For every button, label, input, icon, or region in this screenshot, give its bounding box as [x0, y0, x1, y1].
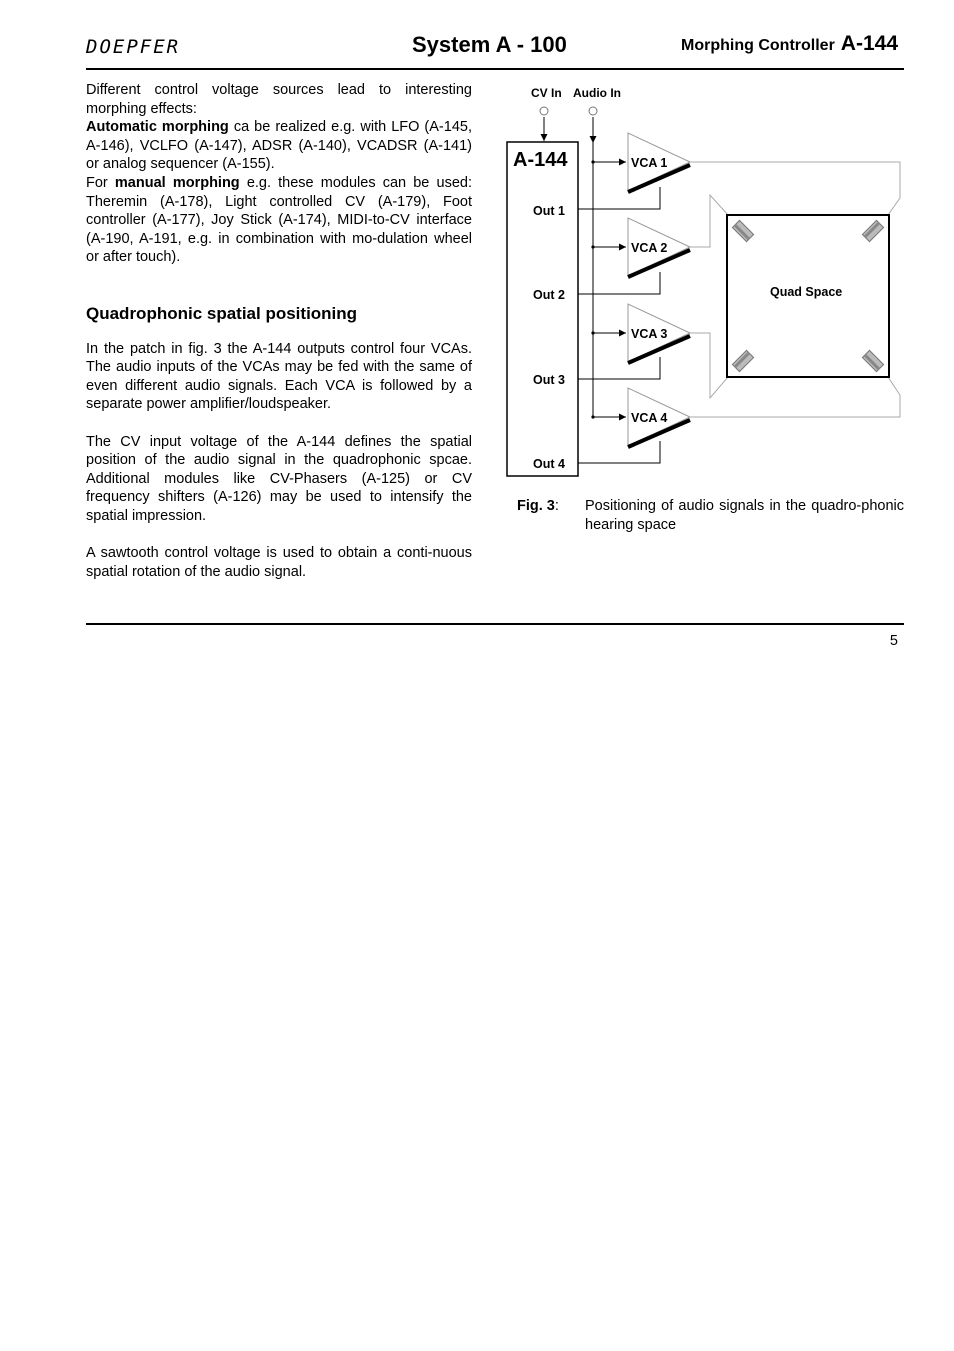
out-1-label: Out 1	[533, 204, 565, 218]
a144-module-box	[507, 142, 578, 476]
page-header	[86, 30, 904, 70]
audio-in-jack	[589, 107, 597, 115]
quad-space-label: Quad Space	[770, 285, 843, 299]
bold-automatic-morphing: Automatic morphing	[86, 119, 229, 136]
system-title: System A - 100	[412, 32, 567, 57]
out-3-label: Out 3	[533, 373, 565, 387]
module-id: A-144	[840, 32, 898, 55]
doepfer-logo: DOEPFER	[86, 36, 181, 58]
out-1-wire	[578, 187, 660, 209]
out-4-wire	[578, 441, 660, 463]
body-text-column	[86, 81, 472, 581]
page-number: 5	[889, 633, 898, 649]
figure-caption-text: Positioning of audio signals in the quadro-phonic hearing space	[585, 498, 904, 533]
footer-divider	[86, 623, 904, 625]
out-3-wire	[578, 357, 660, 379]
paragraph-sawtooth: A sawtooth control voltage is used to obtain a conti-nuous spatial rotation of the audio signal.	[86, 545, 472, 580]
paragraph-intro: Different control voltage sources lead to interesting morphing effects:	[86, 82, 472, 117]
out-2-wire	[578, 272, 660, 294]
paragraph-automatic-morphing: Automatic morphing ca be realized e.g. with LFO (A-145, A-146), VCLFO (A-147), ADSR (A-140), VCADSR (A-141) or analog sequencer (A-155).	[86, 119, 472, 173]
paragraph-manual-morphing: For manual morphing e.g. these modules can be used: Theremin (A-178), Light controlled CV (A-179), Foot controller (A-177), Joy Stick (A-174), MIDI-to-CV interface (A-190, A-191, e.g. in combination with mo-dulation wheel or after touch).	[86, 174, 472, 266]
bold-manual-morphing: manual morphing	[114, 174, 240, 191]
vca-2-label: VCA 2	[631, 241, 668, 255]
audio-in-label: Audio In	[573, 86, 621, 100]
a144-module-label: A-144	[513, 149, 568, 171]
figure-caption	[517, 497, 904, 535]
paragraph-patch: In the patch in fig. 3 the A-144 outputs control four VCAs. The audio inputs of the VCAs may be fed with the same of even different audio signals. Each VCA is followed by a separate power amplifier/loudspeaker.	[86, 340, 472, 413]
cv-in-jack	[540, 107, 548, 115]
module-title	[681, 32, 898, 56]
out-4-label: Out 4	[533, 457, 565, 471]
paragraph-cv-input: The CV input voltage of the A-144 defines the spatial position of the audio signal in the quadrophonic spcae. Additional modules like CV-Phasers (A-125) or CV frequency shifters (A-126) may be used to intensify the spatial impression.	[86, 433, 472, 524]
vca-1-label: VCA 1	[631, 156, 668, 170]
vca-3-label: VCA 3	[631, 327, 668, 341]
vca-4-label: VCA 4	[631, 411, 668, 425]
section-heading: Quadrophonic spatial positioning	[86, 303, 358, 323]
figure-caption-label: Fig. 3:	[517, 498, 559, 514]
module-label: Morphing Controller	[681, 37, 835, 54]
cv-in-label: CV In	[531, 86, 562, 100]
patch-diagram	[500, 82, 910, 482]
out-2-label: Out 2	[533, 288, 565, 302]
